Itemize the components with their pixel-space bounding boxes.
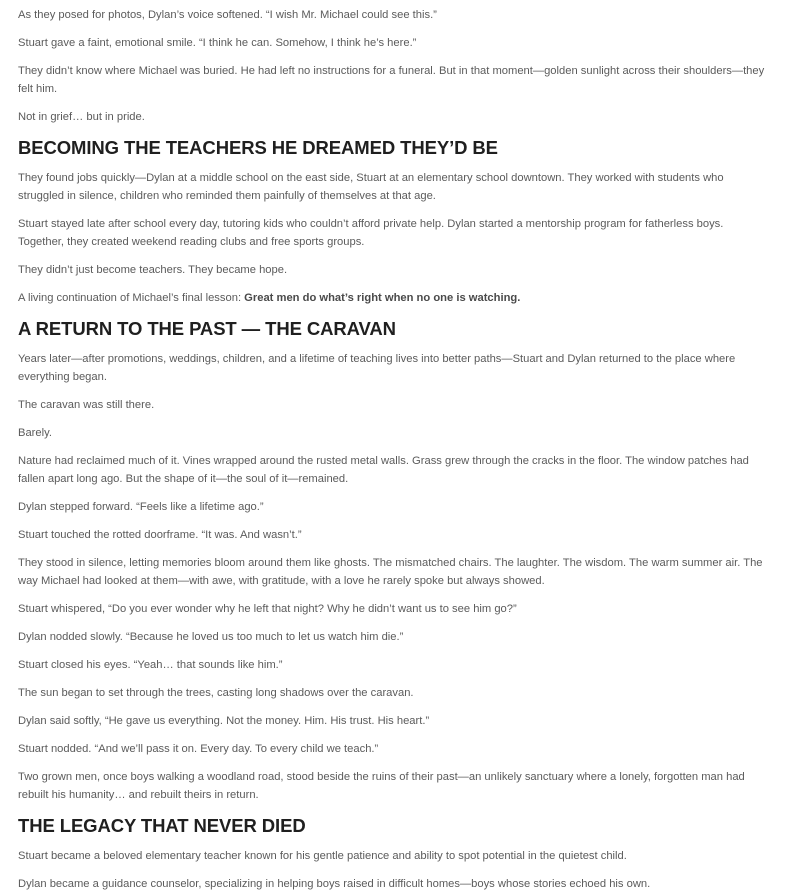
paragraph: Nature had reclaimed much of it. Vines wrapped around the rusted metal walls. Grass grew through the cracks in the floor. The window patches had fallen apart long ago. But the shape of it—the soul of it—remained.	[18, 455, 749, 485]
paragraph: Dylan nodded slowly. “Because he loved us too much to let us watch him die.”	[18, 631, 404, 643]
paragraph: Stuart whispered, “Do you ever wonder why he left that night? Why he didn’t want us to see him go?”	[18, 603, 517, 615]
paragraph: Dylan said softly, “He gave us everything. Not the money. Him. His trust. His heart.”	[18, 715, 430, 727]
paragraph: They stood in silence, letting memories bloom around them like ghosts. The mismatched chairs. The laughter. The wisdom. The warm summer air. The way Michael had looked at them—with awe, with gratitude, with a love he rarely spoke but always showed.	[18, 557, 763, 587]
paragraph: They didn’t know where Michael was buried. He had left no instructions for a funeral. But in that moment—golden sunlight across their shoulders—they felt him.	[18, 65, 765, 95]
paragraph: Years later—after promotions, weddings, children, and a lifetime of teaching lives into better paths—Stuart and Dylan returned to the place where everything began.	[18, 353, 736, 383]
lesson-bold-text: Great men do what’s right when no one is watching.	[244, 292, 521, 304]
paragraph: They found jobs quickly—Dylan at a middle school on the east side, Stuart at an elementary school downtown. They worked with students who struggled in silence, children who reminded them painfully of themselves at that age.	[18, 172, 724, 202]
paragraph: Stuart nodded. “And we’ll pass it on. Every day. To every child we teach.”	[18, 743, 379, 755]
paragraph: As they posed for photos, Dylan’s voice softened. “I wish Mr. Michael could see this.”	[18, 9, 437, 21]
paragraph: Barely.	[18, 427, 52, 439]
paragraph: Stuart became a beloved elementary teacher known for his gentle patience and ability to spot potential in the quietest child.	[18, 850, 627, 862]
paragraph: Not in grief… but in pride.	[18, 111, 145, 123]
lesson-prefix: A living continuation of Michael’s final lesson:	[18, 292, 245, 304]
lesson-paragraph	[18, 289, 768, 307]
paragraph: Stuart gave a faint, emotional smile. “I think he can. Somehow, I think he’s here.”	[18, 37, 417, 49]
paragraph: Stuart touched the rotted doorframe. “It was. And wasn’t.”	[18, 529, 302, 541]
section-heading: A RETURN TO THE PAST — THE CARAVAN	[18, 318, 396, 339]
paragraph: They didn’t just become teachers. They became hope.	[18, 264, 288, 276]
section-heading: BECOMING THE TEACHERS HE DREAMED THEY’D BE	[18, 137, 498, 158]
section-heading: THE LEGACY THAT NEVER DIED	[18, 815, 306, 836]
paragraph: Dylan became a guidance counselor, specializing in helping boys raised in difficult homes—boys whose stories echoed his own.	[18, 878, 651, 890]
paragraph: The caravan was still there.	[18, 399, 155, 411]
paragraph: Two grown men, once boys walking a woodland road, stood beside the ruins of their past—an unlikely sanctuary where a lonely, forgotten man had rebuilt his humanity… and rebuilt theirs in return.	[18, 771, 745, 801]
paragraph: Dylan stepped forward. “Feels like a lifetime ago.”	[18, 501, 264, 513]
paragraph: Stuart closed his eyes. “Yeah… that sounds like him.”	[18, 659, 283, 671]
paragraph: The sun began to set through the trees, casting long shadows over the caravan.	[18, 687, 414, 699]
paragraph: Stuart stayed late after school every day, tutoring kids who couldn’t afford private help. Dylan started a mentorship program for fatherless boys. Together, they created weekend reading clubs and free sports groups.	[18, 218, 724, 248]
